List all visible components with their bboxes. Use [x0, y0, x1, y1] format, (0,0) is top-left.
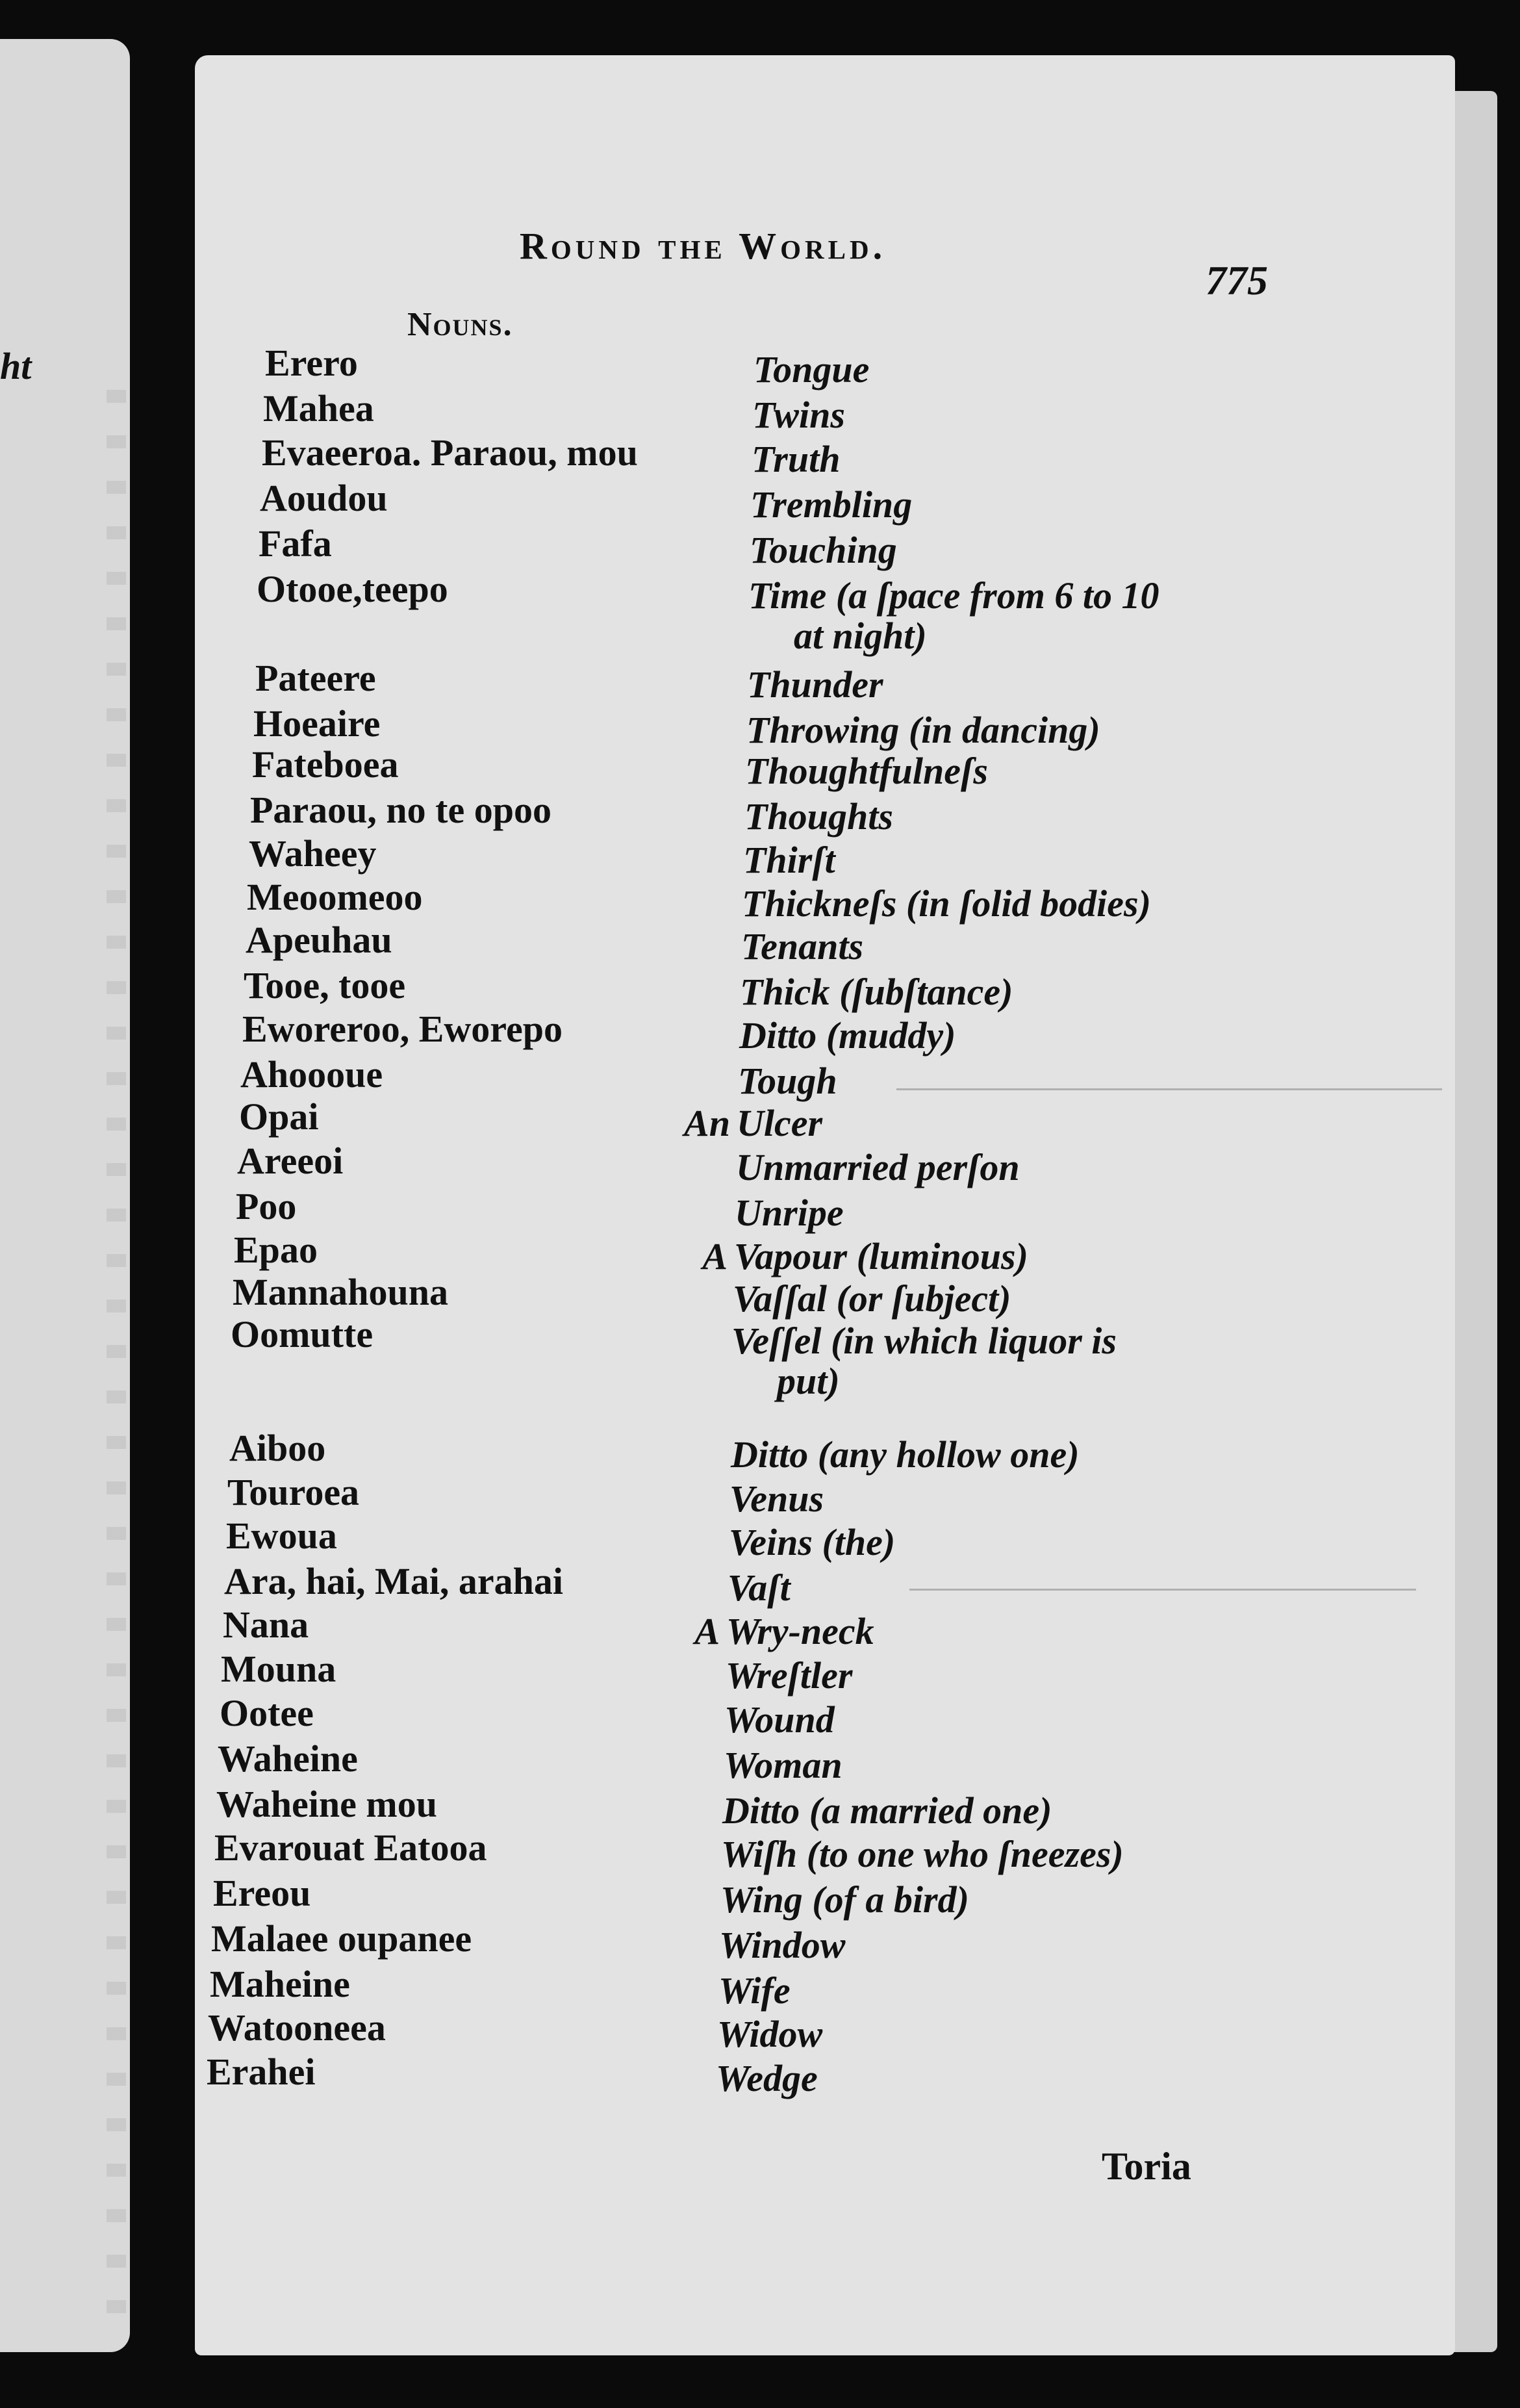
- english-gloss: Woman: [724, 1744, 842, 1786]
- vocabulary-entry: [0, 1737, 1429, 1792]
- english-gloss: Trembling: [750, 483, 913, 526]
- vocabulary-entry: [0, 344, 1429, 396]
- english-gloss: Widow: [717, 2013, 823, 2055]
- english-gloss: Wreſtler: [726, 1654, 853, 1697]
- native-word: Ootee: [220, 1692, 314, 1734]
- english-gloss: Tenants: [741, 925, 864, 967]
- native-word: Otooe,teepo: [257, 568, 448, 610]
- native-word: Opai: [239, 1095, 319, 1138]
- running-title: Round the World.: [520, 225, 887, 267]
- native-word: Touroea: [227, 1471, 360, 1513]
- native-word: Areeoi: [237, 1140, 344, 1182]
- english-gloss: Truth: [752, 438, 841, 480]
- english-gloss: Twins: [752, 394, 845, 436]
- native-word: Waheey: [249, 832, 377, 875]
- english-gloss: Veins (the): [729, 1521, 896, 1563]
- english-gloss: Touching: [750, 529, 897, 571]
- english-gloss: Veſſel (in which liquor is: [731, 1320, 1117, 1362]
- english-gloss: Ulcer: [737, 1102, 823, 1144]
- english-gloss: Vapour (luminous): [734, 1235, 1028, 1277]
- vocabulary-entry: [0, 657, 1429, 711]
- native-word: Maheine: [210, 1963, 350, 2005]
- english-gloss: Unripe: [735, 1192, 844, 1234]
- vocabulary-entry: [0, 568, 1429, 657]
- english-gloss: Time (a ſpace from 6 to 10: [748, 574, 1159, 617]
- english-gloss: Ditto (muddy): [739, 1014, 956, 1057]
- english-gloss-continuation: at night): [794, 615, 927, 657]
- vocabulary-entry: [0, 1142, 1429, 1194]
- article: A: [702, 1235, 728, 1277]
- native-word: Evaeeroa. Paraou, mou: [262, 431, 638, 474]
- english-gloss: Wedge: [716, 2057, 818, 2099]
- vocabulary-entry: [0, 477, 1429, 532]
- vocabulary-entry: [0, 2053, 1429, 2105]
- vocabulary-entry: [0, 1692, 1429, 1747]
- native-word: Nana: [223, 1604, 309, 1646]
- native-word: Apeuhau: [246, 919, 392, 961]
- english-gloss: Thoughtfulneſs: [745, 750, 988, 792]
- english-gloss: Wound: [724, 1698, 835, 1741]
- english-gloss: Thunder: [747, 663, 883, 706]
- section-heading: Nouns.: [407, 306, 513, 343]
- english-gloss-continuation: put): [777, 1360, 840, 1402]
- english-gloss: Throwing (in dancing): [746, 709, 1100, 751]
- english-gloss: Tough: [738, 1060, 837, 1102]
- english-gloss: Window: [719, 1924, 846, 1966]
- page-edge: [1449, 91, 1497, 2352]
- vocabulary-entry: [0, 921, 1429, 973]
- native-word: Fafa: [259, 522, 332, 565]
- native-word: Ara, hai, Mai, arahai: [224, 1560, 563, 1602]
- native-word: Fateboea: [252, 743, 399, 786]
- english-gloss: Wry-neck: [726, 1610, 874, 1652]
- english-gloss: Unmarried perſon: [736, 1146, 1020, 1188]
- article: An: [684, 1102, 730, 1144]
- native-word: Watooneea: [208, 2006, 386, 2049]
- native-word: Paraou, no te opoo: [250, 789, 551, 831]
- english-gloss: Ditto (any hollow one): [731, 1433, 1080, 1476]
- vocabulary-entry: [0, 743, 1429, 798]
- native-word: Mouna: [221, 1648, 336, 1690]
- native-word: Hoeaire: [253, 702, 381, 745]
- native-word: Epao: [234, 1229, 318, 1271]
- vocabulary-entry: [0, 522, 1429, 577]
- native-word: Aiboo: [229, 1427, 326, 1469]
- native-word: Evarouat Eatooa: [214, 1826, 487, 1869]
- facing-page-fragment: ht: [0, 345, 32, 387]
- native-word: Erero: [265, 342, 358, 384]
- native-word: Ereou: [213, 1872, 311, 1914]
- native-word: Meoomeoo: [247, 876, 423, 918]
- vocabulary-entry: [0, 1517, 1429, 1569]
- native-word: Ahoooue: [240, 1053, 383, 1095]
- english-gloss: Vaſſal (or ſubject): [733, 1277, 1011, 1320]
- english-gloss: Thoughts: [744, 795, 893, 838]
- english-gloss: Tongue: [754, 348, 870, 391]
- english-gloss: Venus: [729, 1478, 824, 1520]
- english-gloss: Thickneſs (in ſolid bodies): [742, 882, 1151, 925]
- native-word: Aoudou: [260, 477, 388, 519]
- native-word: Oomutte: [231, 1313, 374, 1355]
- english-gloss: Wife: [718, 1969, 791, 2012]
- english-gloss: Wing (of a bird): [720, 1878, 969, 1921]
- english-gloss: Ditto (a married one): [722, 1789, 1052, 1832]
- english-gloss: Thick (ſubſtance): [740, 971, 1013, 1013]
- page-number: 775: [1206, 257, 1268, 303]
- english-gloss: Thirſt: [743, 839, 835, 881]
- native-word: Poo: [236, 1185, 297, 1227]
- native-word: Waheine mou: [216, 1783, 437, 1825]
- native-word: Erahei: [207, 2051, 316, 2093]
- native-word: Eworeroo, Eworepo: [242, 1008, 563, 1050]
- vocabulary-entry: [0, 1313, 1429, 1402]
- english-gloss: Vaſt: [728, 1567, 791, 1609]
- native-word: Tooe, tooe: [244, 964, 406, 1006]
- article: A: [694, 1610, 720, 1652]
- native-word: Ewoua: [226, 1515, 337, 1557]
- catchword: Toria: [1102, 2145, 1191, 2188]
- native-word: Mahea: [263, 387, 374, 429]
- vocabulary-entry: [0, 1010, 1429, 1062]
- native-word: Pateere: [255, 657, 376, 699]
- native-word: Malaee oupanee: [211, 1917, 472, 1960]
- native-word: Mannahouna: [233, 1271, 449, 1313]
- vocabulary-entry: [0, 431, 1429, 486]
- english-gloss: Wiſh (to one who ſneezes): [721, 1833, 1124, 1875]
- native-word: Waheine: [218, 1737, 358, 1780]
